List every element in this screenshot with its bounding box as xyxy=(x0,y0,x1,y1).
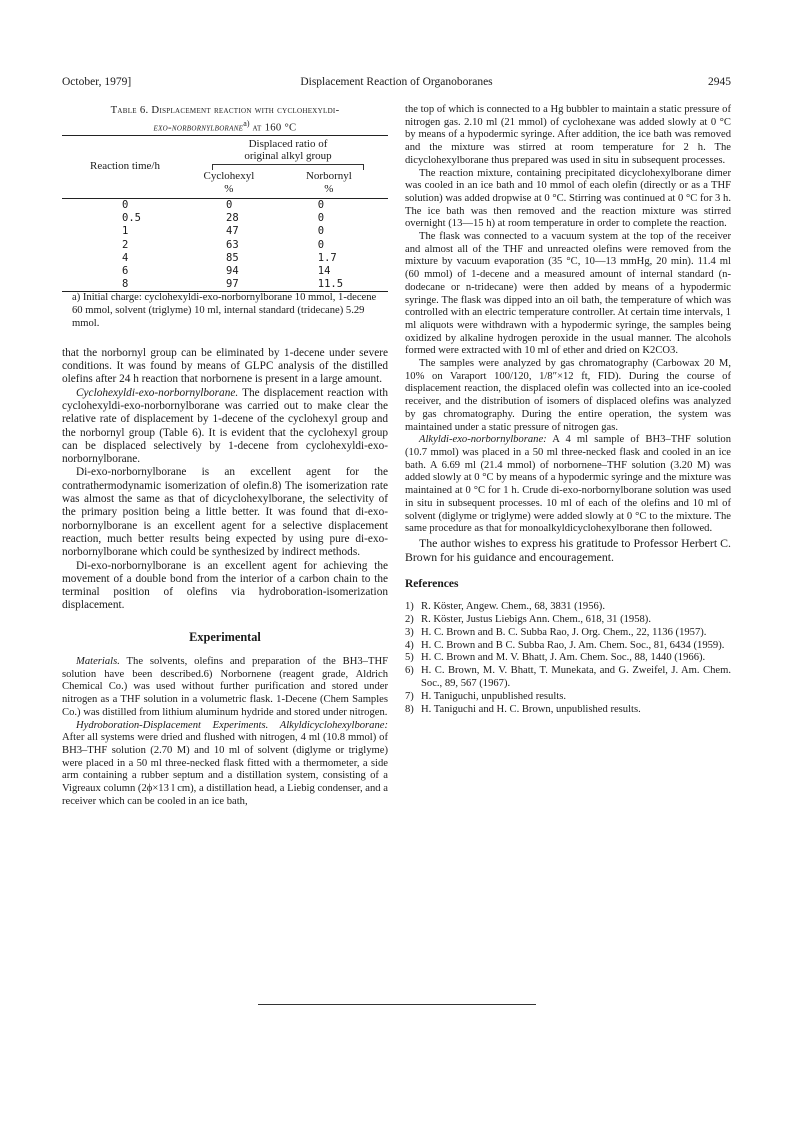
table-row xyxy=(62,239,388,252)
body-paragraph xyxy=(62,387,388,467)
cell-norbornyl: 11.5 xyxy=(317,278,344,291)
cell-time: 0 xyxy=(122,198,129,211)
table-row xyxy=(62,265,388,278)
reference-item xyxy=(405,704,731,717)
issue-date: October, 1979] xyxy=(62,76,132,88)
table-6 xyxy=(62,104,388,331)
run-in-heading: Hydroboration-Displacement Experiments. Alkyldicyclohexylborane: xyxy=(76,719,388,731)
running-header xyxy=(62,76,731,90)
body-paragraph xyxy=(62,656,388,720)
table-row xyxy=(62,252,388,265)
reference-number: 1) xyxy=(405,601,414,613)
paragraph-text: A 4 ml sample of BH3–THF solution (10.7 mmol) was placed in a 50 ml three-necked flask and cooled in an ice bath. A 6.69 ml (21.4 mmol) of norbornene–THF solution (3.20 M) was added slowly at 0 °C by means of a hypodermic syringe and the mixture was maintained at 0 °C for 1 h. Crude di-exo-norbornylborane solution was used in situ in subsequent processes. 10 ml of each of the olefins and 10 ml of solvent (diglyme or triglyme) were added slowly at 0 °C to the mixture. The same procedure as that for monoalkyldicyclohexylborane then followed. xyxy=(405,434,731,535)
col-header-time: Reaction time/h xyxy=(90,160,160,173)
table-6-grid xyxy=(62,135,388,293)
cell-cyclohexyl: 47 xyxy=(226,225,239,238)
running-title: Displacement Reaction of Organoboranes xyxy=(300,76,493,88)
cell-norbornyl: 0 xyxy=(317,212,325,225)
right-column xyxy=(405,104,731,716)
reference-text: H. C. Brown, M. V. Bhatt, T. Munekata, and G. Zweifel, J. Am. Chem. Soc., 89, 567 (1967). xyxy=(421,665,731,689)
table-row xyxy=(62,198,388,212)
cell-norbornyl: 0 xyxy=(317,198,325,211)
reference-number: 7) xyxy=(405,690,414,702)
cell-time: 8 xyxy=(122,278,129,291)
reference-item xyxy=(405,652,731,665)
body-paragraph: The flask was connected to a vacuum system at the top of the receiver and almost all of the THF and unreacted olefins were removed from the mixture by vacuum evaporation (35 °C, 10—13 mmHg, 20 min). 11.4 ml (60 mmol) of 1-decene and a measured amount of internal standard (n-dodecane or n-tridecane) were then added by means of a hypodermic syringe. The flask was dipped into an oil bath, the temperature of which was controlled with an electric temperature controller. At certain time intervals, 1 ml aliquots were withdrawn with a hypodermic syringe, the samples being oxidized by alkaline hydrogen peroxide in the usual manner. The alcohols formed were extracted with 10 ml of ether and dried on K2CO3. xyxy=(405,231,731,357)
run-in-heading: Cyclohexyldi-exo-norbornylborane. xyxy=(76,386,239,399)
left-column xyxy=(62,104,388,808)
cell-norbornyl: 1.7 xyxy=(317,251,337,264)
reference-item xyxy=(405,640,731,653)
cell-norbornyl: 0 xyxy=(317,225,325,238)
cell-cyclohexyl: 28 xyxy=(226,212,239,225)
col-header-cyclohexyl: Cyclohexyl xyxy=(203,169,255,182)
reference-item xyxy=(405,601,731,614)
paragraph-text: The solvents, olefins and preparation of the BH3–THF solution have been described.6) Norbornene (reagent grade, Aldrich Chemical Co.) was used without further purification and stored under nitrogen as a THF solution in a volumetric flask. 1-Decene (Chem Samples Co.) was distilled from lithium aluminum hydride and stored under nitrogen. xyxy=(62,656,388,718)
reference-text: H. C. Brown and B C. Subba Rao, J. Am. Chem. Soc., 81, 6434 (1959). xyxy=(421,639,725,651)
table-caption-note: a) xyxy=(243,119,250,128)
table-row xyxy=(62,278,388,292)
paragraph-text: After all systems were dried and flushed with nitrogen, 4 ml (10.8 mmol) of BH3–THF solution (2.70 M) and 10 ml of solvent (diglyme or triglyme) were placed in a 50 ml three-necked flask fitted with a thermometer, a side arm containing a rubber septum and a distillation system, consisting of a Vigreaux column (2ϕ×13 l cm), a distillation head, a Liebig condenser, and a receiver which can be cooled in an ice bath, xyxy=(62,732,388,807)
table-footnote: a) Initial charge: cyclohexyldi-exo-norbornylborane 10 mmol, 1-decene 60 mmol, solvent (triglyme) 10 ml, internal standard (tridecane) 5.29 mmol. xyxy=(72,292,377,329)
table-row xyxy=(62,212,388,225)
cell-norbornyl: 14 xyxy=(317,264,331,277)
body-paragraph xyxy=(405,434,731,536)
reference-item xyxy=(405,665,731,691)
reference-item xyxy=(405,614,731,627)
unit-cyclohexyl: % xyxy=(224,182,234,195)
section-heading: Experimental xyxy=(189,629,261,644)
body-paragraph: The samples were analyzed by gas chromatography (Carbowax 20 M, 10% on Varaport 100/120, 1/8″×12 ft, FID). During the course of displacement reaction, the displaced olefin was collected into an ice-cooled receiver, and the distribution of isomers of displaced olefins was analyzed by gas chromatography. During the entire operation, the system was maintained under a static pressure of nitrogen gas. xyxy=(405,358,731,433)
table-row xyxy=(62,225,388,238)
reference-text: H. C. Brown and M. V. Bhatt, J. Am. Chem. Soc., 88, 1440 (1966). xyxy=(421,652,706,664)
cell-cyclohexyl: 94 xyxy=(226,264,239,277)
reference-number: 6) xyxy=(405,665,414,677)
end-rule xyxy=(258,1004,536,1005)
cell-time: 1 xyxy=(122,225,129,238)
reference-number: 3) xyxy=(405,626,414,638)
col-header-norbornyl: Norbornyl xyxy=(305,169,352,182)
cell-cyclohexyl: 0 xyxy=(226,198,233,211)
table-caption-line1: Table 6. Displacement reaction with cyclohexyldi- xyxy=(110,104,340,116)
col-header-group-line1: Displaced ratio of xyxy=(248,137,328,150)
reference-number: 4) xyxy=(405,639,414,651)
reference-text: H. C. Brown and B. C. Subba Rao, J. Org. Chem., 22, 1136 (1957). xyxy=(421,626,707,638)
reference-list xyxy=(405,601,731,716)
reference-number: 2) xyxy=(405,614,414,625)
reference-text: R. Köster, Angew. Chem., 68, 3831 (1956). xyxy=(421,601,605,613)
unit-norbornyl: % xyxy=(324,182,334,195)
reference-text: H. Taniguchi, unpublished results. xyxy=(421,690,567,702)
cell-time: 2 xyxy=(122,238,129,251)
acknowledgement: The author wishes to express his gratitude to Professor Herbert C. Brown for his guidance and encouragement. xyxy=(405,535,731,564)
col-header-group-line2: original alkyl group xyxy=(244,150,332,163)
reference-item xyxy=(405,691,731,704)
body-paragraph xyxy=(62,720,388,809)
reference-number: 8) xyxy=(405,703,414,715)
cell-cyclohexyl: 63 xyxy=(226,238,239,251)
body-paragraph: the top of which is connected to a Hg bubbler to maintain a static pressure of nitrogen gas. 2.10 ml (21 mmol) of cyclohexane was added slowly at 0 °C by means of a hypodermic syringe. After addition, the ice bath was removed and the mixture was stirred at room temperature for 2 h. The dicyclohexylborane thus prepared was used in situ in subsequent processes. xyxy=(405,104,731,166)
reference-number: 5) xyxy=(405,652,414,664)
paragraph-text: The displacement reaction with cyclohexyldi-exo-norbornylborane was carried out to make clear the relative rate of displacement by 1-decene of the cyclohexyl group and the norbornyl group (Table 6). It is evident that the cyclohexyl group can be displaced selectively by 1-decene from cyclohexyldi-exo-norbornylborane. xyxy=(62,386,388,466)
cell-time: 4 xyxy=(122,251,129,264)
cell-time: 0.5 xyxy=(122,212,141,225)
reference-item xyxy=(405,627,731,640)
table-caption xyxy=(62,104,388,135)
run-in-heading: Alkyldi-exo-norbornylborane: xyxy=(419,434,547,446)
col-header-group xyxy=(188,135,388,170)
table-caption-line2: exo-norbornylborane xyxy=(153,121,244,134)
reference-text: H. Taniguchi and H. C. Brown, unpublished results. xyxy=(421,703,641,715)
cell-norbornyl: 0 xyxy=(317,238,325,251)
body-paragraph: The reaction mixture, containing precipitated dicyclohexylborane dimer was cooled in an ice bath and 10 mmol of each olefin (directly or as a THF solution) was added dropwise at 0 °C. Stirring was continued at 0 °C for 3 h. The ice bath was then removed and the reaction mixture was stirred overnight (13—15 h) at room temperature in order to complete the reaction. xyxy=(405,167,731,230)
cell-time: 6 xyxy=(122,264,129,277)
cell-cyclohexyl: 97 xyxy=(226,278,239,291)
page-number: 2945 xyxy=(708,76,731,88)
reference-text: R. Köster, Justus Liebigs Ann. Chem., 618, 31 (1958). xyxy=(421,614,651,625)
body-paragraph: Di-exo-norbornylborane is an excellent agent for the contrathermodynamic isomerization of olefin.8) The isomerization rate was almost the same as that of dicyclohexylborane, the selectivity of the primary position being a little better. It was found that di-exo-norbornylborane is an excellent agent for a selective displacement reaction, much better results being expected by using pure di-exo-norbornylborane which could be synthesized by indirect methods. xyxy=(62,466,388,559)
body-paragraph: Di-exo-norbornylborane is an excellent agent for achieving the movement of a double bond from the interior of a carbon chain to the terminal position of olefins via hydroboration-isomerization displacement. xyxy=(62,559,388,612)
run-in-heading: Materials. xyxy=(76,656,120,668)
table-caption-line2-tail: at 160 °C xyxy=(249,121,297,134)
references-heading: References xyxy=(405,577,459,590)
body-paragraph: that the norbornyl group can be eliminated by 1-decene under severe conditions. It was found by means of GLPC analysis of the distilled olefins after 24 h reaction that norbornene is present in a large amount. xyxy=(62,346,388,386)
cell-cyclohexyl: 85 xyxy=(226,251,239,264)
